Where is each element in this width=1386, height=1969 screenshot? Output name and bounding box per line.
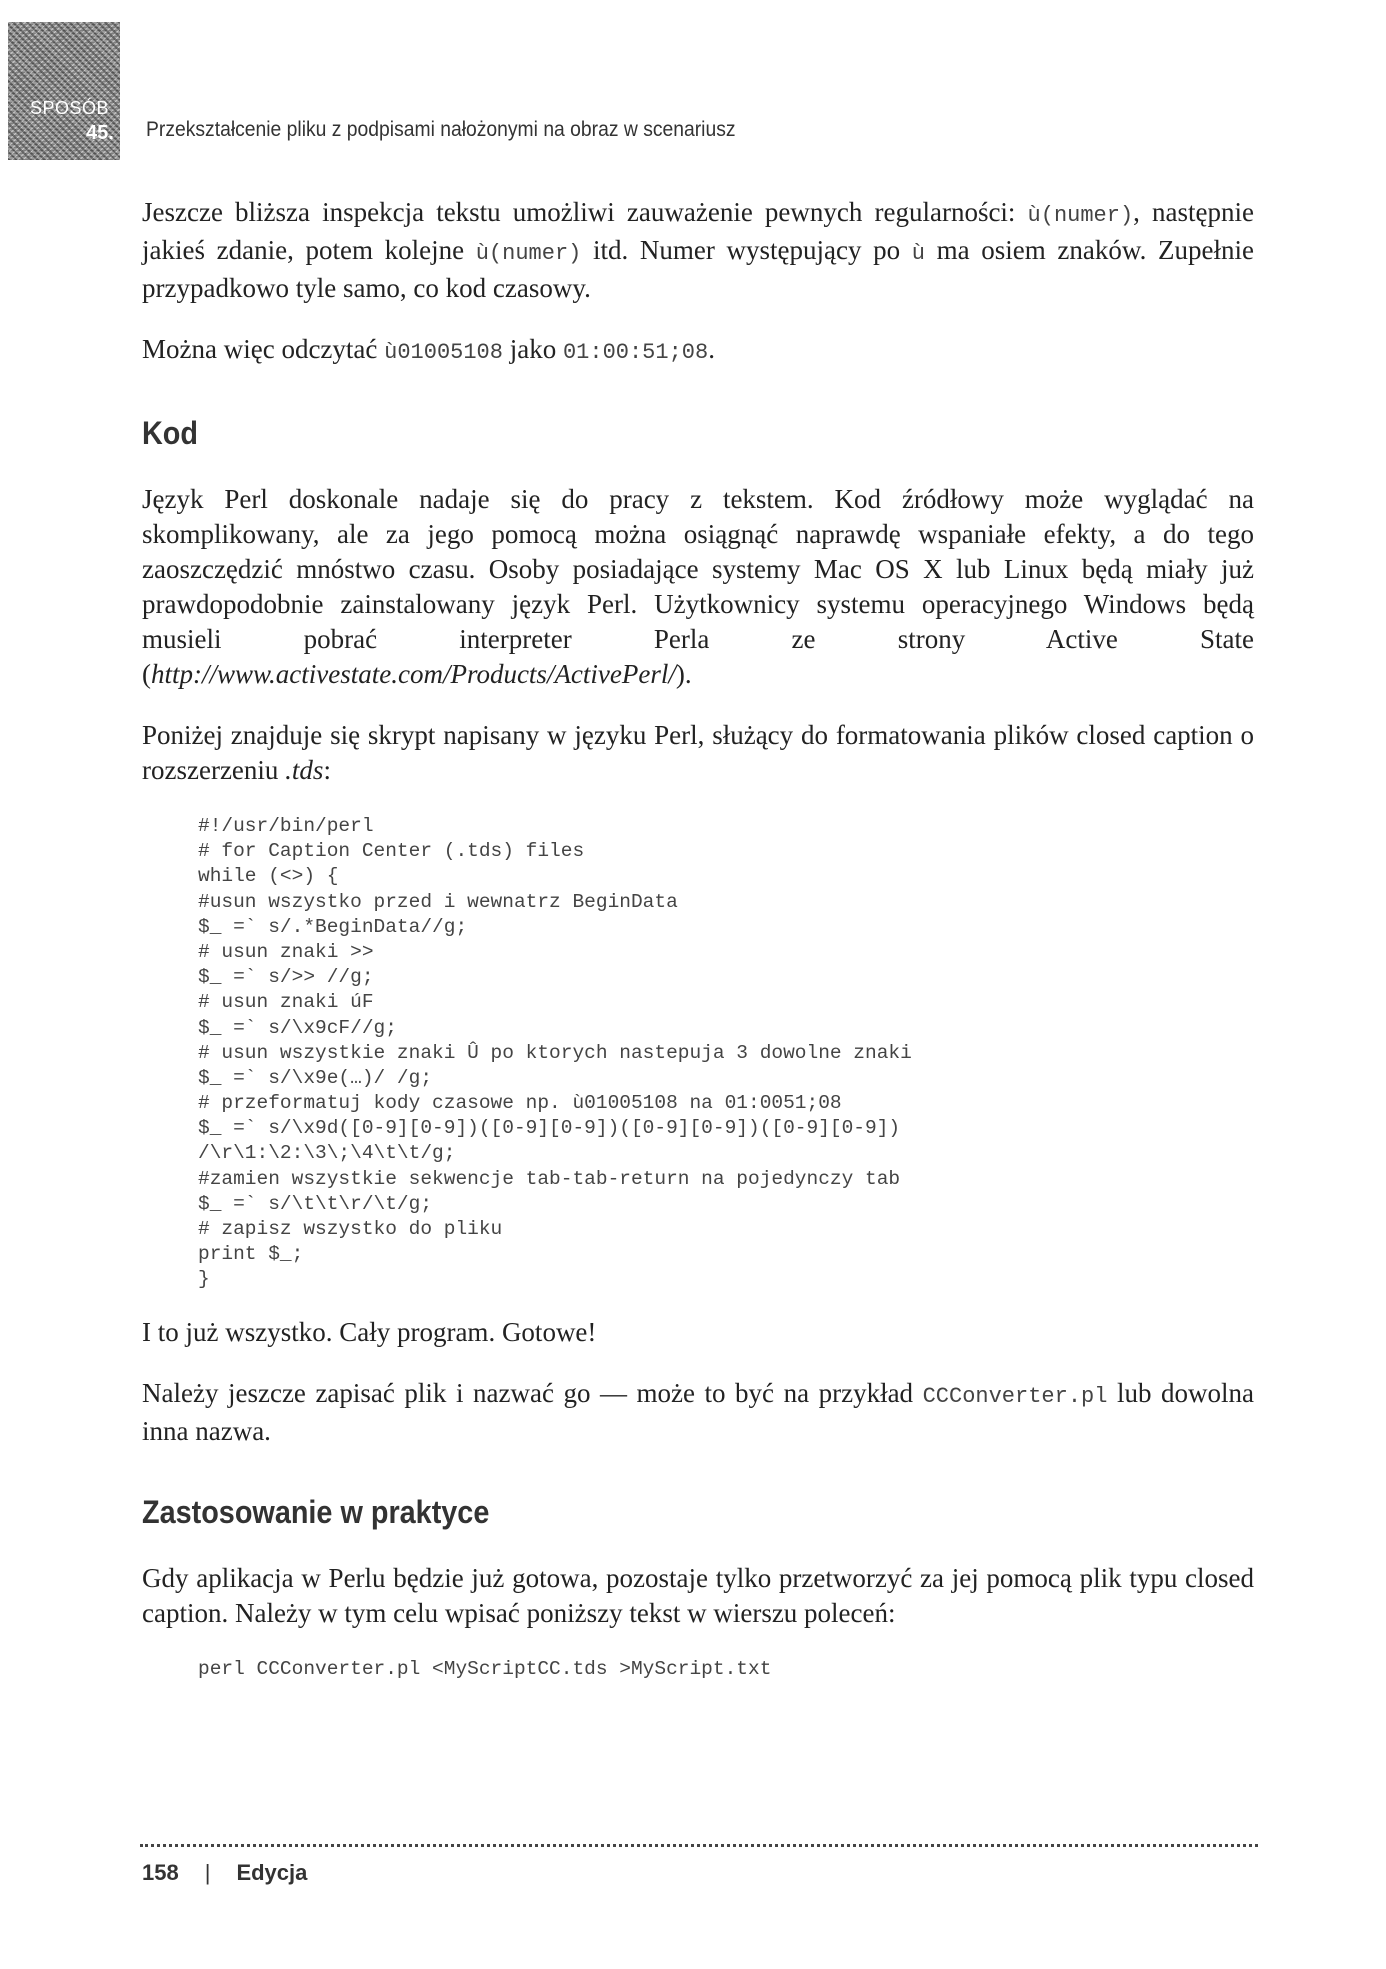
code-line: # usun znaki úF <box>198 991 374 1014</box>
paragraph-script-intro <box>142 718 1254 788</box>
hack-number-badge <box>8 22 120 160</box>
text-run: jako <box>502 334 563 364</box>
code-line: print $_; <box>198 1243 304 1266</box>
code-line: $_ =` s/\x9cF//g; <box>198 1016 397 1039</box>
code-line: #!/usr/bin/perl <box>198 815 374 837</box>
paragraph-perl-intro <box>142 482 1254 692</box>
page-body <box>142 195 1254 1704</box>
code-line: # usun wszystkie znaki Û po ktorych nastepuja 3 dowolne znaki <box>198 1041 912 1064</box>
code-line: while (<>) { <box>198 865 339 888</box>
footer-separator: | <box>204 1860 211 1885</box>
inline-code: ù(numer) <box>1027 203 1134 228</box>
text-run: Należy jeszcze zapisać plik i nazwać go — może to być na przykład <box>142 1377 923 1408</box>
footer-section: Edycja <box>236 1860 308 1885</box>
inline-code: ù(numer) <box>475 241 582 266</box>
inline-code: ù <box>911 241 925 266</box>
paragraph-timecode <box>142 332 1254 370</box>
text-run: Język Perl doskonale nadaje się do pracy z tekstem. Kod źródłowy może wyglądać na skomplikowany, ale za jego pomocą można osiągnąć naprawdę wspaniałe efekty, a do tego zaoszczędzić mnóstwo czasu. Osoby posiadające systemy Mac OS X lub Linux będą miały już prawdopodobnie zainstalowany język Perl. Użytkownicy systemu operacyjnego Windows będą musieli pobrać interpreter Perla ze strony Active State ( <box>142 484 1254 689</box>
page-footer <box>142 1860 307 1886</box>
text-run: : <box>323 755 331 785</box>
badge-number: 45. <box>86 122 114 144</box>
code-line: $_ =` s/.*BeginData//g; <box>198 915 468 938</box>
text-run: ). <box>675 659 692 689</box>
badge-label: SPOSÓB <box>30 98 110 118</box>
section-heading-kod: Kod <box>142 415 198 451</box>
paragraph-done: I to już wszystko. Cały program. Gotowe! <box>142 1316 597 1347</box>
inline-code: 01:00:51;08 <box>562 340 709 365</box>
file-extension: .tds <box>285 755 324 785</box>
paragraph-regularities <box>142 195 1254 306</box>
text-run: Jeszcze bliższa inspekcja tekstu umożliwi zauważenie pewnych regularności: <box>142 197 1028 227</box>
footer-divider <box>140 1844 1258 1847</box>
command-line-example <box>198 1657 1254 1682</box>
running-header-title: Przekształcenie pliku z podpisami nałożonymi na obraz w scenariusz <box>146 118 736 141</box>
code-line: $_ =` s/>> //g; <box>198 966 374 989</box>
code-line: $_ =` s/\t\t\r/\t/g; <box>198 1192 433 1215</box>
text-run: Poniżej znajduje się skrypt napisany w języku Perl, służący do formatowania plików closed caption o rozszerzeniu <box>142 720 1254 785</box>
text-run: . <box>708 334 715 364</box>
paragraph-usage: Gdy aplikacja w Perlu będzie już gotowa, pozostaje tylko przetworzyć za jej pomocą plik typu closed caption. Należy w tym celu wpisać poniższy tekst w wierszu poleceń: <box>142 1562 1254 1628</box>
code-line: /\r\1:\2:\3\;\4\t\t/g; <box>198 1142 456 1165</box>
activeperl-link[interactable]: http://www.activestate.com/Products/ActivePerl/ <box>151 659 676 689</box>
code-line: $_ =` s/\x9e(…)/ /g; <box>198 1066 433 1089</box>
code-line: } <box>198 1268 210 1291</box>
paragraph-save-file <box>142 1376 1254 1449</box>
text-run: Można więc odczytać <box>142 334 385 364</box>
section-heading-practice: Zastosowanie w praktyce <box>142 1493 490 1530</box>
code-line: #usun wszystko przed i wewnatrz BeginData <box>198 890 678 913</box>
perl-code-listing <box>198 814 1254 1293</box>
inline-code: CCConverter.pl <box>922 1383 1108 1409</box>
code-line: # zapisz wszystko do pliku <box>198 1218 503 1240</box>
text-run: , następnie jakieś zdanie, potem kolejne <box>142 197 1254 265</box>
text-run: itd. Numer występujący po <box>581 235 912 265</box>
text-run: ma osiem znaków. Zupełnie przypadkowo tyle samo, co kod czasowy. <box>142 235 1254 303</box>
code-line: $_ =` s/\x9d([0-9][0-9])([0-9][0-9])([0-9][0-9])([0-9][0-9]) <box>198 1117 901 1140</box>
inline-code: ù01005108 <box>384 340 503 365</box>
code-line: # for Caption Center (.tds) files <box>198 840 585 863</box>
text-run: lub dowolna inna nazwa. <box>142 1377 1254 1446</box>
code-line: #zamien wszystkie sekwencje tab-tab-return na pojedynczy tab <box>198 1167 901 1190</box>
page-number: 158 <box>142 1860 179 1885</box>
code-line: # usun znaki >> <box>198 940 374 963</box>
code-line: # przeformatuj kody czasowe np. ù01005108 na 01:0051;08 <box>198 1092 842 1115</box>
code-line: perl CCConverter.pl <MyScriptCC.tds >MyScript.txt <box>198 1657 772 1680</box>
